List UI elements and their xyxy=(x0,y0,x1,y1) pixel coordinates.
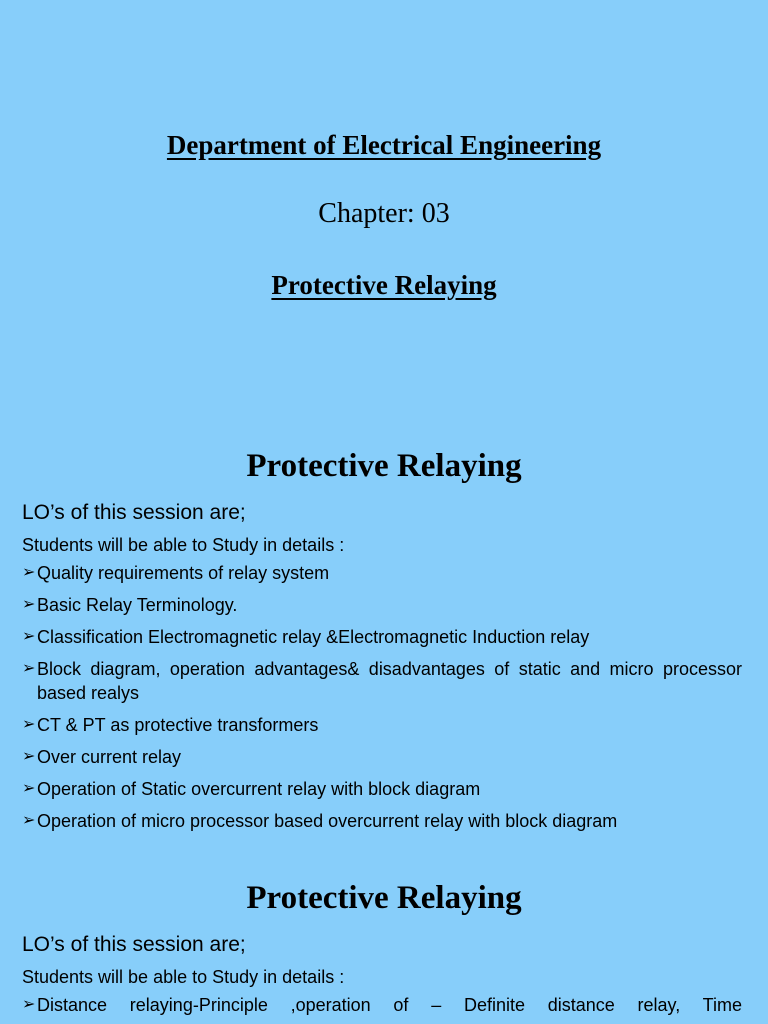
arrow-bullet-icon: ➢ xyxy=(22,812,36,829)
list-item-text: Operation of Static overcurrent relay with block diagram xyxy=(37,779,481,799)
los-heading: LO’s of this session are; xyxy=(22,501,246,524)
list-item xyxy=(22,657,742,705)
list-item xyxy=(22,593,742,617)
list-item-text: Operation of micro processor based overcurrent relay with block diagram xyxy=(37,811,618,831)
list-item xyxy=(22,745,742,769)
list-item-text: Basic Relay Terminology. xyxy=(37,595,238,615)
arrow-bullet-icon: ➢ xyxy=(22,660,36,677)
chapter-label: Chapter: 03 xyxy=(318,198,450,229)
list-item-text: Distance relaying-Principle ,operation of – Definite distance relay, Time xyxy=(37,995,742,1015)
list-item xyxy=(22,561,742,585)
subject-heading: Protective Relaying xyxy=(271,270,497,300)
list-item xyxy=(22,809,742,833)
list-item-text: Block diagram, operation advantages& disadvantages of static and micro processor based realys xyxy=(37,659,742,703)
arrow-bullet-icon: ➢ xyxy=(22,780,36,797)
objectives-slide-2 xyxy=(0,878,768,1017)
arrow-bullet-icon: ➢ xyxy=(22,628,36,645)
arrow-bullet-icon: ➢ xyxy=(22,564,36,581)
objectives-list xyxy=(0,993,768,1017)
list-item xyxy=(22,713,742,737)
list-item xyxy=(22,625,742,649)
arrow-bullet-icon: ➢ xyxy=(22,716,36,733)
list-item-text: Quality requirements of relay system xyxy=(37,563,330,583)
arrow-bullet-icon: ➢ xyxy=(22,996,36,1013)
list-item xyxy=(22,777,742,801)
intro-text: Students will be able to Study in details : xyxy=(22,967,345,987)
slide-title: Protective Relaying xyxy=(246,880,522,916)
title-slide xyxy=(0,0,768,420)
list-item-text: CT & PT as protective transformers xyxy=(37,715,319,735)
objectives-list xyxy=(0,561,768,833)
intro-text: Students will be able to Study in details : xyxy=(22,535,345,555)
department-heading: Department of Electrical Engineering xyxy=(166,130,602,160)
los-heading: LO’s of this session are; xyxy=(22,933,246,956)
arrow-bullet-icon: ➢ xyxy=(22,596,36,613)
slide-title: Protective Relaying xyxy=(246,448,522,484)
list-item xyxy=(22,993,742,1017)
arrow-bullet-icon: ➢ xyxy=(22,748,36,765)
list-item-text: Over current relay xyxy=(37,747,182,767)
objectives-slide-1 xyxy=(0,446,768,833)
list-item-text: Classification Electromagnetic relay &Electromagnetic Induction relay xyxy=(37,627,590,647)
